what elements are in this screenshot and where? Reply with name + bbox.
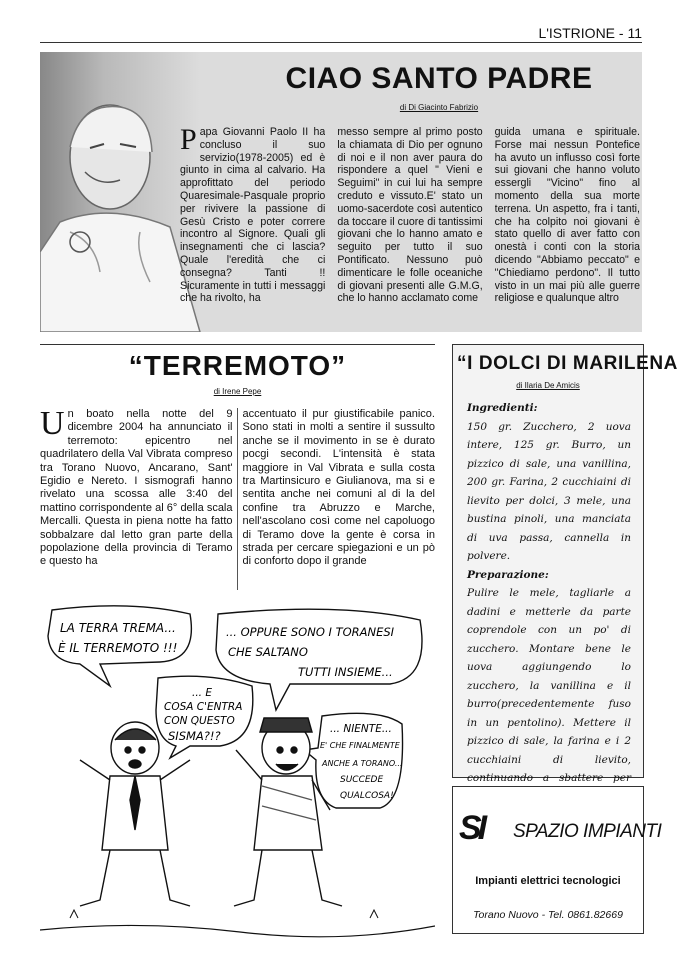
bubble-text: CHE SALTANO (228, 645, 308, 659)
column-divider (237, 408, 238, 590)
section-divider (40, 344, 435, 345)
column-text: n boato nella notte del 9 dicembre 2004 ha annunciato il terremoto: epicentro nel quadrilatero della Val Vibrata compreso tra Torano Nuovo, Ancarano, Sant' Egidio e Nereto. I sismografi hanno rivelato una scossa alle 3:40 del mattino corrispondente al 6° della scala Mercalli. Questa in piena notte ha fatto sobbalzare dal letto gran parte della popolazione della provincia di Teramo e questo ha (40, 408, 233, 568)
article-body (180, 126, 640, 328)
bubble-text: ... NIENTE... (330, 723, 392, 735)
bubble-text: QUALCOSA! (340, 791, 394, 801)
earthquake-cartoon (40, 600, 435, 940)
preparation-text: Pulire le mele, tagliarle a dadini e metterle da parte coprendole con un po' di zucchero. Montare bene le uova aggiungendo lo zucchero, la vanillina e il burro(precedentemente fuso in un pentolino). Mettere il pizzico di sale, la farina e i 2 cucchiaini di lievito, continuando a sbattere per (467, 587, 631, 784)
bubble-text: E' CHE FINALMENTE (320, 741, 400, 750)
ingredients-text: 150 gr. Zucchero, 2 uova intere, 125 gr. Burro, un pizzico di sale, una vanillina, 200 gr. Farina, 2 cucchiaini di lievito per dolci, 3 mele, una bustina pinoli, una manciata di uva passa, cannella in polvere. (467, 420, 631, 562)
preparation-label: Preparazione: (467, 568, 549, 581)
recipe-byline: di Ilaria De Amicis (516, 381, 580, 390)
bubble-text: ANCHE A TORANO... (322, 759, 403, 768)
drop-cap: P (180, 126, 197, 156)
page-header (40, 25, 642, 43)
recipe-body (467, 399, 631, 806)
bubble-text: ... E (192, 687, 212, 699)
recipe-title: “I DOLCI DI MARILENA (457, 353, 678, 374)
bubble-text: LA TERRA TREMA... (60, 621, 176, 635)
recipe-sidebar (452, 344, 678, 784)
bubble-text: COSA C'ENTRA (164, 701, 243, 713)
pope-photo (40, 52, 200, 332)
article-column-3: guida umana e spirituale. Forse mai nessun Pontefice ha avuto un influsso così forte sui giovani che hanno voluto essergli "Vicino" fino al momento della sua morte terrena. Un aspetto, fra i tanti, che ha colpito noi giovani è stato quello di aver fatto con onestà i conti con la storia dicendo "Abbiamo peccato" e "Chiediamo perdono". Il tutto visto in un mai più alle guerre religiose e qualunque altro (494, 126, 640, 305)
article-byline: di Irene Pepe (213, 387, 262, 396)
page-number-label: L'ISTRIONE - 11 (538, 25, 642, 41)
bubble-text: SUCCEDE (340, 775, 384, 785)
article-column-2: accentuato il pur giustificabile panico. Sono stati in molti a sentire il sussulto anche se il movimento in se è durato pocgi secondi. L'intensità è stata maggiore in Val Vibrata e sulla costa tra Martinsicuro e Giulianova, ma si e sentita anche nei comuni al di la del confine tra Abruzzo e Marche, nell'ascolano così come nel capoluogo di Teramo dove la gente è corsa in strada per cercare spiegazioni e un pò di conforto dopo il grande (242, 408, 435, 568)
ad-contact: Torano Nuovo - Tel. 0861.82669 (473, 909, 623, 921)
ad-company-name: SPAZIO IMPIANTI (513, 821, 662, 842)
article-column-1 (40, 408, 233, 594)
article-column-2: messo sempre al primo posto la chiamata di Dio per ognuno di noi e il non aver paura do rispondere a quel " Vieni e Seguimi" in cui lui ha sempre creduto e vissuto.E' stato un uomo-sacerdote così autentico da toccare il cuore di tantissimi giovani che lo hanno amato e seguito per tutto il suo Pontificato. Nessuno può dimenticare le folle oceaniche di giovani presenti alle G.M.G, che lo hanno acclamato come (337, 126, 483, 305)
article-column-1 (180, 126, 325, 328)
ad-logo: SI (459, 809, 484, 847)
article-byline: di Di Giacinto Fabrizio (399, 103, 479, 112)
bubble-text: TUTTI INSIEME... (298, 665, 393, 679)
ad-tagline: Impianti elettrici tecnologici (475, 875, 621, 887)
ingredients-label: Ingredienti: (467, 402, 538, 414)
advertisement (452, 786, 662, 934)
article-title: CIAO SANTO PADRE (285, 62, 593, 95)
drop-cap: U (40, 408, 65, 442)
article-title: “TERREMOTO” (128, 350, 347, 381)
bubble-text: SISMA?!? (168, 729, 221, 743)
bubble-text: È IL TERREMOTO !!! (58, 641, 178, 655)
bubble-text: ... OPPURE SONO I TORANESI (226, 625, 395, 639)
column-text: apa Giovanni Paolo II ha concluso il suo servizio(1978-2005) ed è giunto in cima al calvario. Ha approfittato del periodo Quaresimale-Pasquale proprio per rivivere la passione di Gesù Cristo e poter correre incontro al Signore. Quali gli insegnamenti che ci lascia? Quale l'eredità che ci consegna? Tanti !! Sicuramente in tutti i messaggi che ha rivolto, ha (180, 126, 326, 305)
bubble-text: CON QUESTO (164, 715, 235, 727)
